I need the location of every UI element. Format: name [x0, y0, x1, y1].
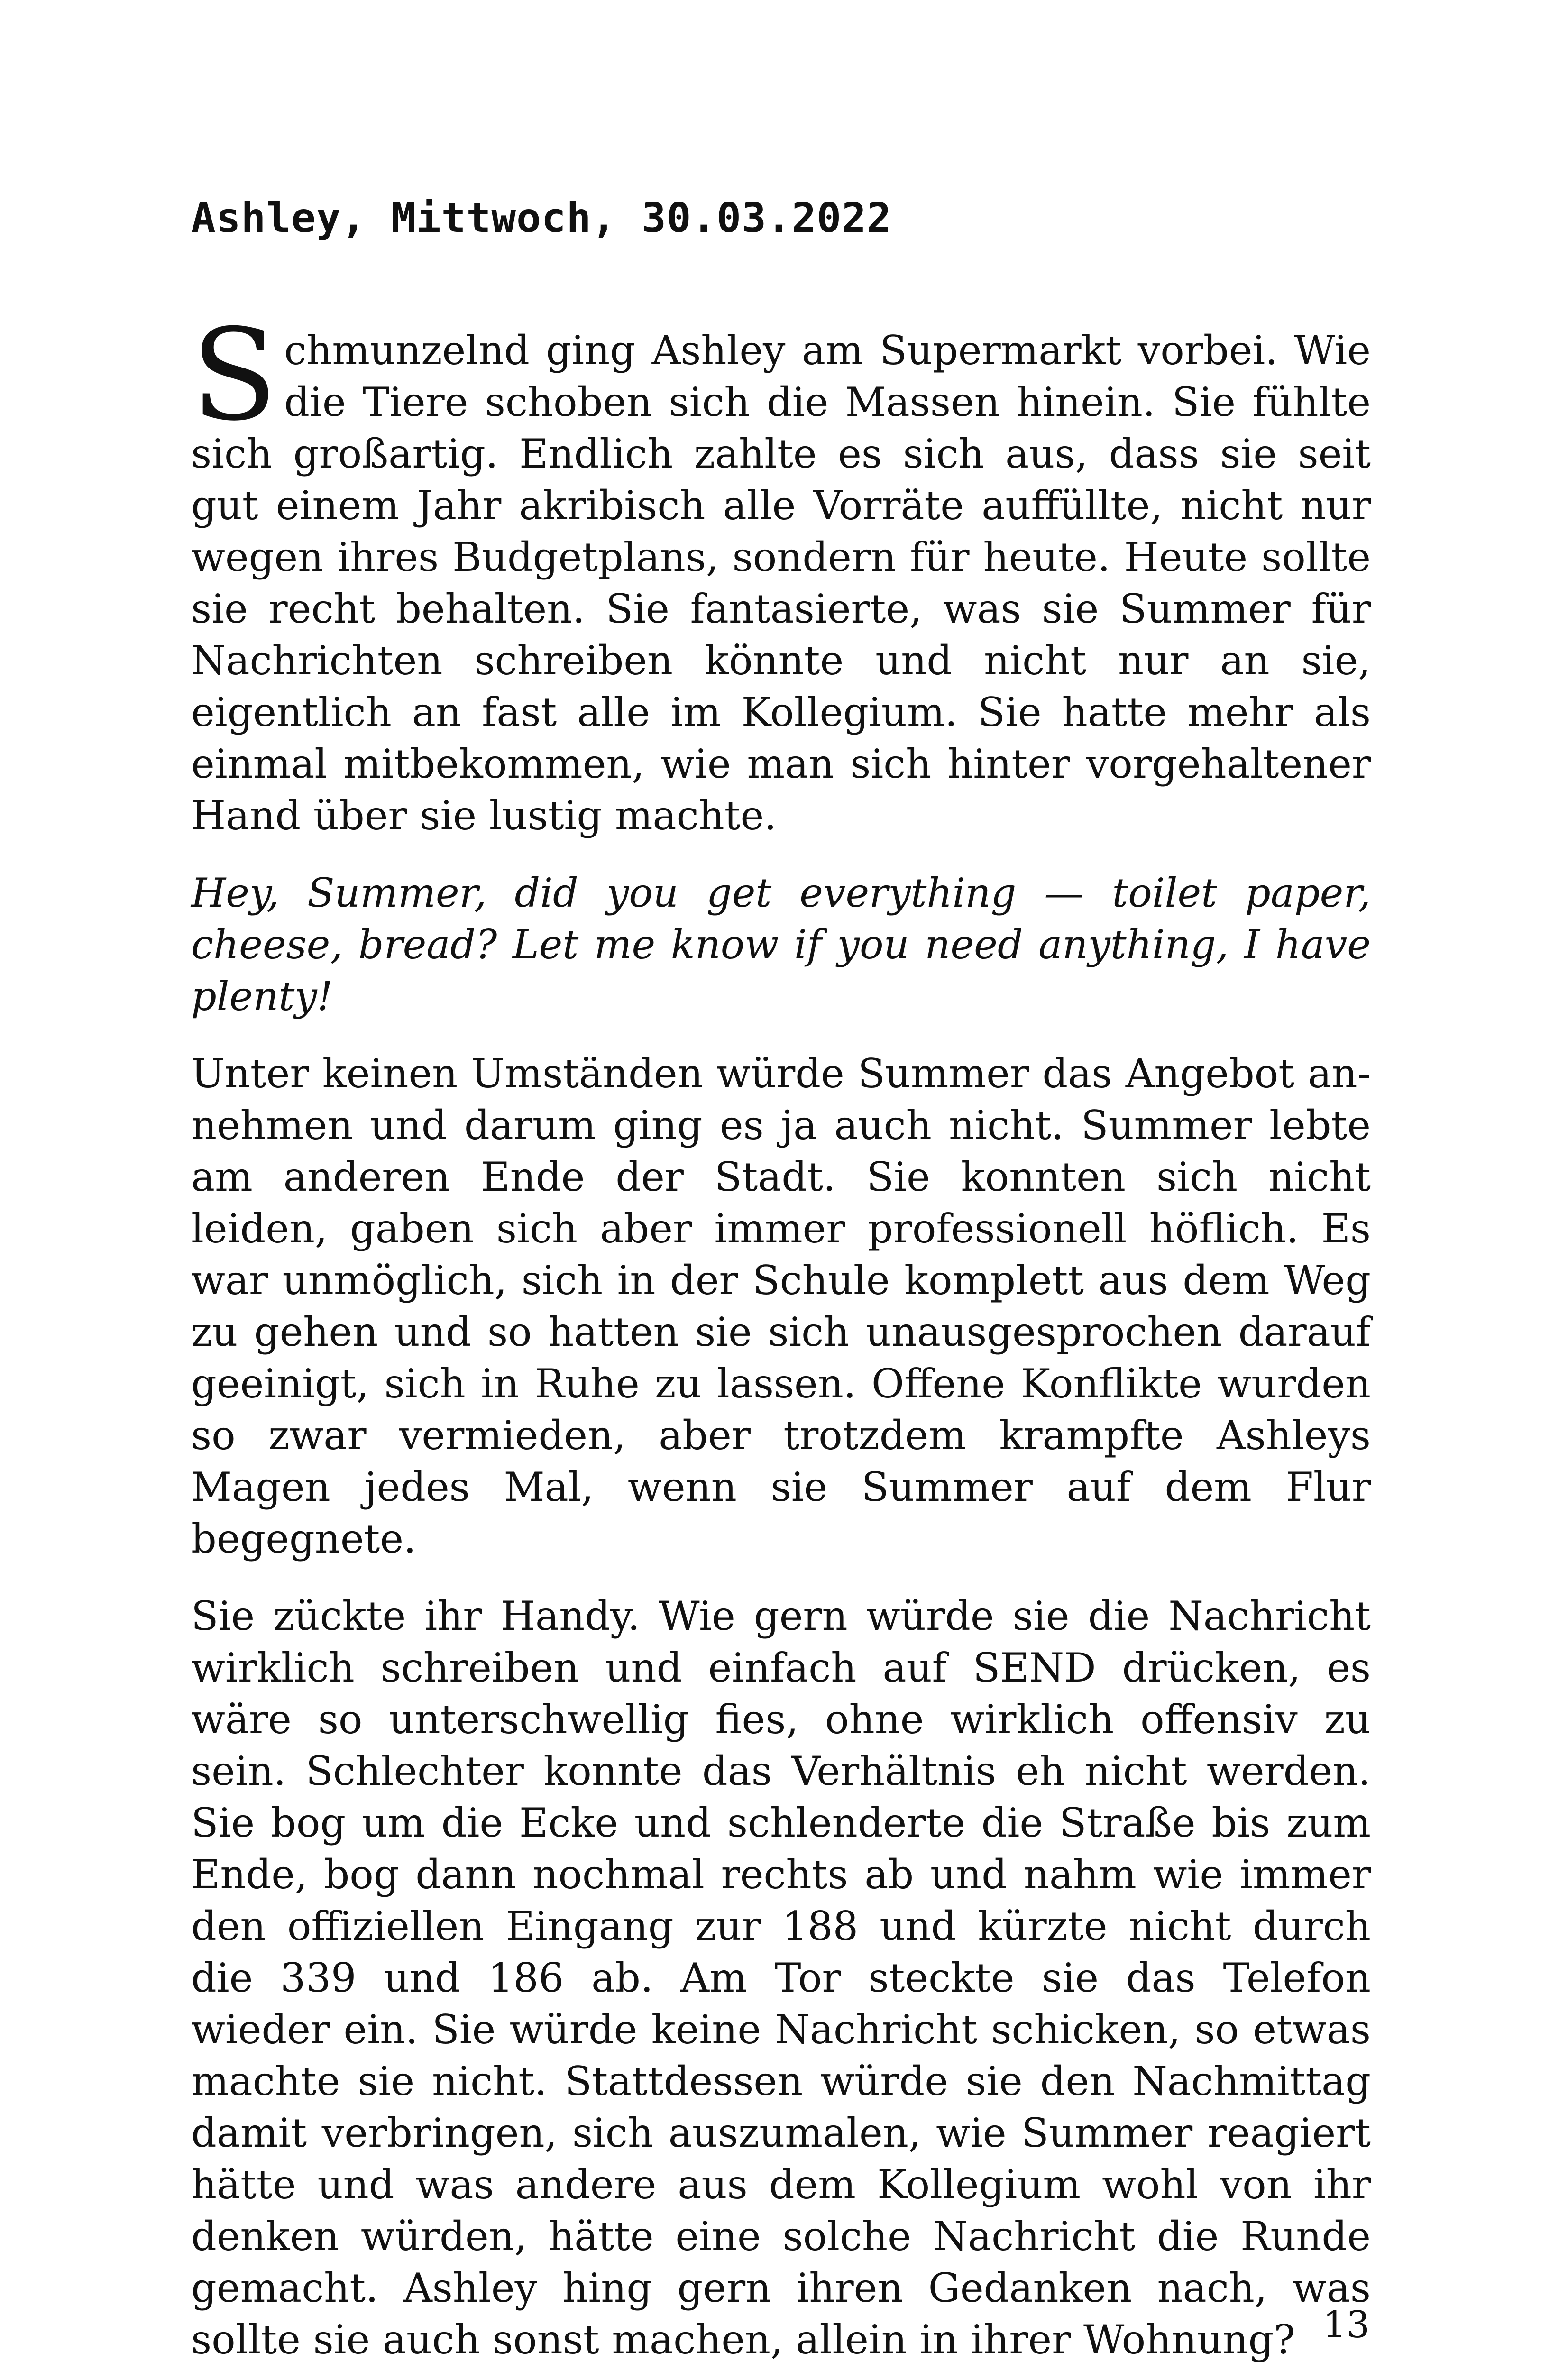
chapter-heading: Ashley, Mittwoch, 30.03.2022 — [191, 194, 892, 242]
paragraph-3: Unter keinen Umständen würde Summer das Angebot annehmen und darum ging es ja auch nicht. Summer lebte am anderen Ende der Stadt. Sie konnten sich nicht leiden, gaben sich aber immer professionell höflich. Es war unmöglich, sich in der Schule komplett aus dem Weg zu gehen und so hatten sie sich unausgesprochen darauf geeinigt, sich in Ruhe zu lassen. Offene Konflikte wurden so zwar vermieden, aber trotzdem krampfte Ashleys Magen jedes Mal, wenn sie Summer auf dem Flur begegnete. — [191, 1050, 1371, 1562]
page-number: 13 — [1322, 2304, 1370, 2346]
paragraph-1: Schmunzelnd ging Ashley am Supermarkt vorbei. Wie die Tiere schoben sich die Massen hinein. Sie fühlte sich großartig. Endlich zahlte es sich aus, dass sie seit gut einem Jahr akribisch alle Vorräte auffüllte, nicht nur wegen ihres Budgetplans, sondern für heute. Heute sollte sie recht behalten. Sie fantasierte, was sie Summer für Nachrichten schreiben könnte und nicht nur an sie, eigentlich an fast alle im Kollegium. Sie hatte mehr als einmal mitbekommen, wie man sich hinter vorgehaltener Hand über sie lustig machte. — [191, 302, 1371, 839]
text-block — [191, 190, 1371, 2371]
paragraph-2-message: Hey, Summer, did you get everything — toilet paper, cheese, bread? Let me know if you need anything, I have plenty! — [191, 870, 1371, 1020]
paragraph-4: Sie zückte ihr Handy. Wie gern würde sie die Nachricht wirklich schreiben und einfach auf SEND drücken, es wäre so unterschwellig fies, ohne wirklich offensiv zu sein. Schlechter konnte das Verhältnis eh nicht werden. Sie bog um die Ecke und schlenderte die Straße bis zum Ende, bog dann nochmal rechts ab und nahm wie immer den offiziellen Eingang zur 188 und kürzte nicht durch die 339 und 186 ab. Am Tor steckte sie das Telefon wieder ein. Sie würde keine Nachricht schicken, so etwas machte sie nicht. Stattdessen würde sie den Nachmittag damit verbringen, sich auszumalen, wie Summer reagiert hätte und was andere aus dem Kollegium wohl von ihr denken würden, hätte eine solche Nachricht die Runde gemacht. Ashley hing gern ihren Gedanken nach, was sollte sie auch sonst machen, allein in ihrer Wohnung? — [191, 1593, 1371, 2363]
